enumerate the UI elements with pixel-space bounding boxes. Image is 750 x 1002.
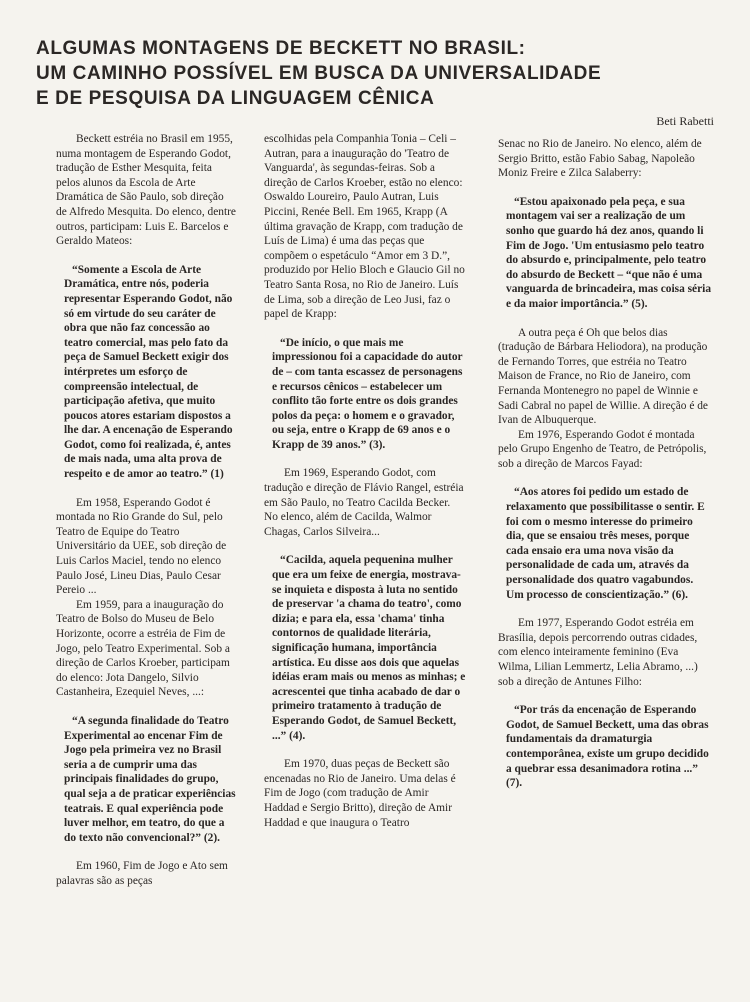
quotation: “Somente a Escola de Arte Dramática, entre nós, poderia representar Esperando Godot, não só em virtude do seu caráter de obra que não faz concessão ao teatro comercial, mas pelo fato da peça de Samuel Beckett exigir dos intérpretes um esforço de compreensão intelectual, de participação afetiva, que muito poucos atores estariam dispostos a lhe dar. A encenação de Esperando Godot, como foi realizada, é, antes de mais nada, uma alta prova de respeito e de amor ao teatro.” (1) bbox=[64, 263, 233, 481]
paragraph: Beckett estréia no Brasil em 1955, numa montagem de Esperando Godot, tradução de Esther Mesquita, feita pelos alunos da Escola de Arte Dramática de São Paulo, sob direção de Alfredo Mesquita. Do elenco, dentre outros, participam: Luis E. Barcelos e Geraldo Mateos: bbox=[56, 133, 236, 248]
text-column-1 bbox=[56, 132, 236, 889]
quotation: “Por trás da encenação de Esperando Godot, de Samuel Beckett, uma das obras fundamentais da dramaturgia contemporânea, existe um grupo decidido a quebrar essa desanimadora rotina ...” (7). bbox=[506, 704, 709, 790]
quotation: “Aos atores foi pedido um estado de relaxamento que possibilitasse o sentir. E foi com o mesmo interesse do primeiro dia, que se ensaiou três meses, porque cada ensaio era uma nova visão da personalidade de cada um, através da personalidade dos quatro vagabundos. Um processo de conscientização.” (6). bbox=[506, 486, 705, 601]
title-line-3: E DE PESQUISA DA LINGUAGEM CÊNICA bbox=[36, 88, 435, 109]
quotation: “A segunda finalidade do Teatro Experimental ao encenar Fim de Jogo pela primeira vez no Brasil seria a de cumprir uma das principais finalidades do grupo, qual seja a de praticar experiências teatrais. E qual experiência pode luver melhor, em teatro, do que a do texto não convencional?” (2). bbox=[64, 714, 236, 844]
paragraph: A outra peça é Oh que belos dias (tradução de Bárbara Heliodora), na produção de Fernando Torres, que estréia no Teatro Maison de France, no Rio de Janeiro, com Fernanda Montenegro no papel de Winnie e Sadi Cabral no papel de Willie. A direção é de Ivan de Albuquerque. bbox=[498, 326, 708, 427]
quotation: “Estou apaixonado pela peça, e sua montagem vai ser a realização de um sonho que guardo há dez anos, quando li Fim de Jogo. 'Um entusiasmo pelo teatro do absurdo e, principalmente, pelo teatro do absurdo de Beckett – “que não é uma vanguarda de brincadeira, mas coisa séria e da maior importância.” (5). bbox=[506, 195, 712, 310]
paragraph: Em 1958, Esperando Godot é montada no Rio Grande do Sul, pelo Teatro de Equipe do Teatro Universitário da UEE, sob direção de Luis Carlos Maciel, tendo no elenco Paulo José, Lineu Dias, Paulo Cesar Pereio ... bbox=[56, 496, 227, 597]
text-column-2 bbox=[264, 132, 466, 830]
article-title bbox=[36, 36, 726, 111]
paragraph: Senac no Rio de Janeiro. No elenco, além de Sergio Britto, estão Fabio Sabag, Napoleão Moniz Freire e Zilca Salaberry: bbox=[498, 138, 702, 180]
paragraph: Em 1969, Esperando Godot, com tradução e direção de Flávio Rangel, estréia em São Paulo, no Teatro Cacilda Becker. No elenco, além de Cacilda, Walmor Chagas, Carlos Silveira... bbox=[264, 467, 464, 538]
text-column-3 bbox=[498, 137, 712, 805]
paragraph: Em 1959, para a inauguração do Teatro de Bolso do Museu de Belo Horizonte, ocorre a estréia de Fim de Jogo, pelo Teatro Experimental. Sob a direção de Carlos Kroeber, participam do elenco: Jota Dangelo, Silvio Castanheira, Ezequiel Neves, ...: bbox=[56, 598, 230, 699]
paragraph: escolhidas pela Companhia Tonia – Celi – Autran, para a inauguração do 'Teatro de Vanguarda', às segundas-feiras. Sob a direção de Carlos Kroeber, estão no elenco: Oswaldo Loureiro, Paulo Autran, Luis Piccini, Renée Bell. Em 1965, Krapp (A última gravação de Krapp, com tradução de Luís de Lima) é uma das peças que compõem o espetáculo “Amor em 3 D.”, produzido por Helio Bloch e Glaucio Gil no Teatro Santa Rosa, no Rio de Janeiro. Luís de Lima, sob a direção de Leo Jusi, faz o papel de Krapp: bbox=[264, 133, 465, 321]
title-line-1: ALGUMAS MONTAGENS DE BECKETT NO BRASIL: bbox=[36, 38, 526, 59]
paragraph: Em 1977, Esperando Godot estréia em Brasília, depois percorrendo outras cidades, com elenco inteiramente feminino (Eva Wilma, Lilian Lemmertz, Lelia Abramo, ...) sob a direção de Antunes Filho: bbox=[498, 617, 698, 688]
title-line-2: UM CAMINHO POSSÍVEL EM BUSCA DA UNIVERSALIDADE bbox=[36, 63, 602, 84]
author-name: Beti Rabetti bbox=[656, 114, 714, 128]
quotation: “Cacilda, aquela pequenina mulher que era um feixe de energia, mostrava-se inquieta e disposta à luta no sentido de preservar 'a chama do teatro', como dizia; e para ela, essa 'chama' tinha contornos de qualidade literária, significação humana, importância artística. Eu disse aos dois que aquelas idéias eram mais ou menos as minhas; e acrescentei que tinha acabado de dar o primeiro tratamento à tradução de Esperando Godot, de Samuel Beckett, ...” (4). bbox=[272, 554, 466, 742]
paragraph: Em 1976, Esperando Godot é montada pelo Grupo Engenho de Teatro, de Petrópolis, sob a direção de Marcos Fayad: bbox=[498, 428, 707, 470]
paragraph: Em 1960, Fim de Jogo e Ato sem palavras são as peças bbox=[56, 860, 228, 887]
quotation: “De início, o que mais me impressionou foi a capacidade do autor de – com tanta escassez de personagens e recursos cênicos – estabelecer um conflito tão forte entre os dois grandes polos da peça: o homem e o gravador, ou seja, entre o Krapp de 69 anos e o Krapp de 39 anos.” (3). bbox=[272, 336, 463, 451]
paragraph: Em 1970, duas peças de Beckett são encenadas no Rio de Janeiro. Uma delas é Fim de Jogo (com tradução de Amir Haddad e Sergio Britto), direção de Amir Haddad e que inaugura o Teatro bbox=[264, 758, 456, 829]
